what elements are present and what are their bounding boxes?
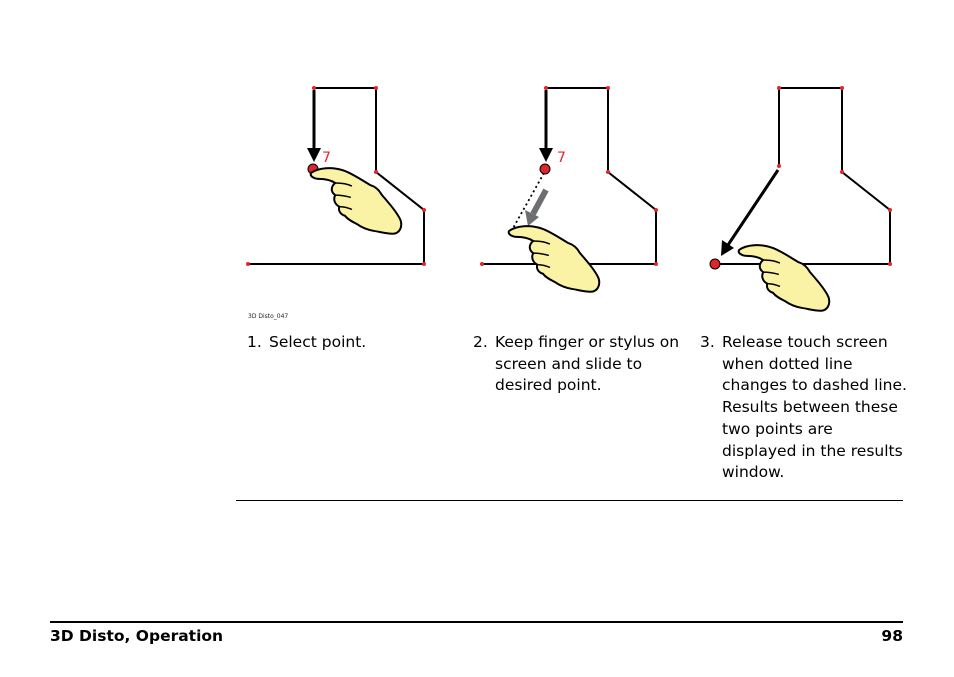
step-3-text: Release touch screen when dotted line changes to dashed line. Results between these two points are displayed in the results window. (722, 333, 907, 482)
page-number: 98 (881, 627, 903, 645)
figure-2-arrowhead (539, 148, 553, 162)
figure-2-hand (508, 215, 601, 304)
footer-divider (50, 621, 903, 623)
step-3 (700, 332, 910, 484)
figure-2-selected-point (540, 164, 550, 174)
step-1 (247, 332, 452, 354)
figure-3-vertices (777, 86, 892, 266)
figure-2-slide-arrow (533, 190, 546, 214)
figure-3-hand (738, 234, 831, 323)
step-2 (473, 332, 683, 397)
step-1-number: 1. (247, 333, 262, 351)
step-2-text: Keep finger or stylus on screen and slide to desired point. (495, 333, 680, 395)
figure-3-result-arrowhead (721, 240, 734, 256)
figure-1-arrowhead (307, 148, 321, 162)
figure-3-outline (720, 88, 890, 264)
figure-3 (710, 86, 892, 323)
figure-1-point-number: 7 (322, 150, 331, 166)
footer-title: 3D Disto, Operation (50, 627, 224, 645)
figure-label: 3D Disto_047 (248, 313, 289, 320)
figure-1 (246, 86, 426, 266)
figure-3-result-line (728, 170, 778, 245)
figure-2-point-number: 7 (557, 150, 566, 166)
step-1-text: Select point. (269, 333, 367, 351)
figure-2-outline (482, 88, 656, 264)
figure-3-target-point (710, 259, 720, 269)
step-2-number: 2. (473, 333, 488, 351)
figure-1-hand (310, 157, 403, 246)
figure-2-vertices (480, 86, 658, 266)
figure-2 (480, 86, 658, 304)
step-3-number: 3. (700, 333, 715, 351)
content-divider (236, 500, 903, 501)
